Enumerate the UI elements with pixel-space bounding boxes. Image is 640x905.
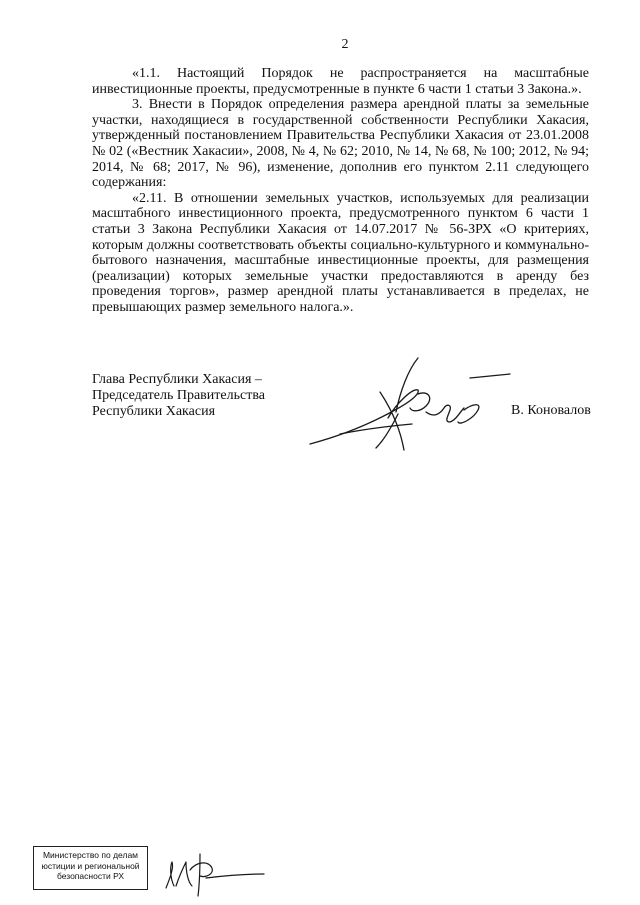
page-number: 2 <box>341 37 349 52</box>
signatory-name: В. Коновалов <box>511 403 591 418</box>
paragraph-item-3: 3. Внести в Порядок определения размера арендной платы за земельные участки, находящиеся в государственной собственности Республики Хакасия, утвержденный постановлением Правительства Республики Хакасия от 23.01.2008 № 02 («Вестник Хакасии», 2008, № 4, № 62; 2010, № 14, № 68, № 100; 2012, № 94; 2014, № 68; 2017, № 96), изменение, дополнив его пунктом 2.11 следующего содержания: <box>92 97 589 191</box>
paragraph-1-1: «1.1. Настоящий Порядок не распространяется на масштабные инвестиционные проекты, предусмотренные в пункте 6 части 1 статьи 3 Закона.». <box>92 66 589 97</box>
stamp-line: Министерство по делам <box>42 850 139 860</box>
stamp-line: безопасности РХ <box>56 871 125 881</box>
signatory-title-line: Председатель Правительства <box>92 387 265 403</box>
handwritten-signature <box>300 352 530 462</box>
document-body <box>92 66 589 316</box>
ministry-stamp <box>33 846 148 890</box>
stamp-line: юстиции и региональной <box>41 860 140 871</box>
signatory-title <box>92 372 265 419</box>
signatory-title-line: Республики Хакасия <box>92 403 216 419</box>
initials-signature <box>160 848 270 900</box>
paragraph-2-11: «2.11. В отношении земельных участков, используемых для реализации масштабного инвестиционного проекта, предусмотренного пунктом 6 части 1 статьи 3 Закона Республики Хакасия от 14.07.2017 № 56-ЗРХ «О критериях, которым должны соответствовать объекты социально-культурного и коммунально-бытового назначения, масштабные инвестиционные проекты, для размещения (реализации) которых земельные участки предоставляются в аренду без проведения торгов», размер арендной платы устанавливается в пределах, не превышающих размер земельного налога.». <box>92 190 589 315</box>
signatory-title-line: Глава Республики Хакасия – <box>92 372 262 387</box>
